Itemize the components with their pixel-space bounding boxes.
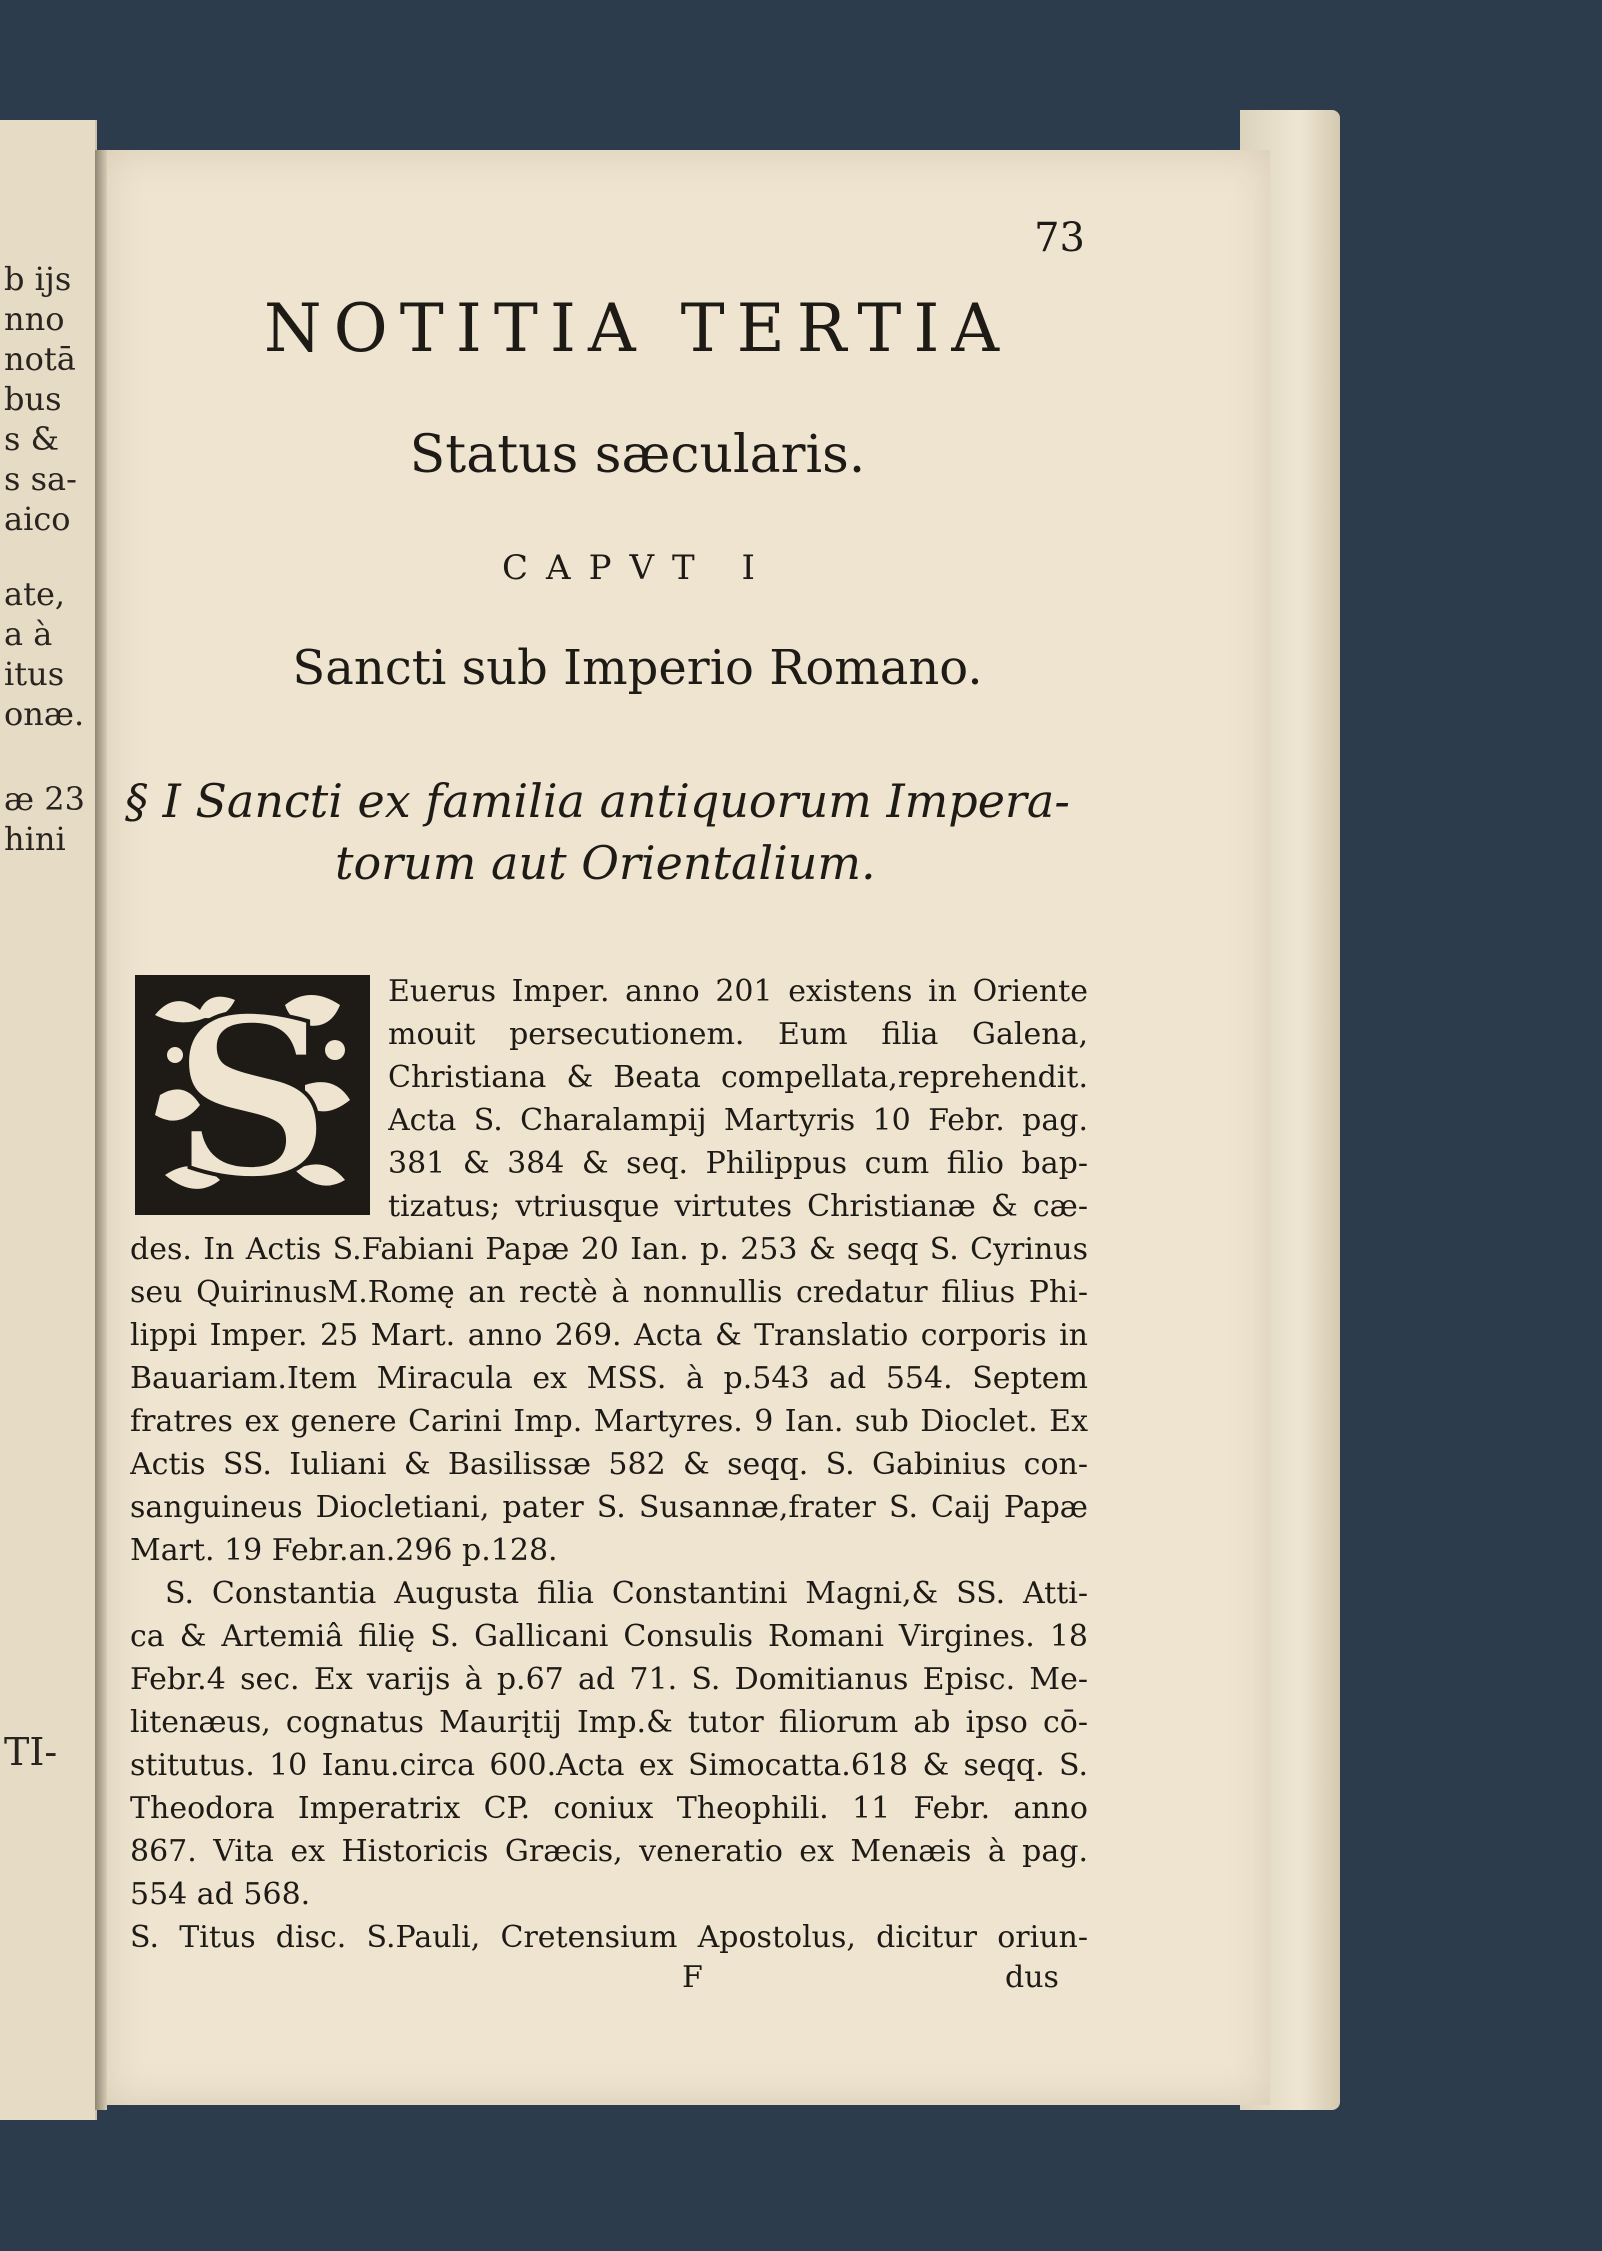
page-number: 73 bbox=[1034, 215, 1085, 261]
catchword: dus bbox=[1005, 1960, 1059, 1995]
body-line: des. In Actis S.Fabiani Papæ 20 Ian. p. 253 & seqq S. Cyrinus bbox=[130, 1232, 1088, 1267]
prev-page-fragment: ate, bbox=[4, 575, 66, 613]
prev-page-fragment: nno bbox=[4, 300, 65, 338]
body-line: Euerus Imper. anno 201 existens in Oriente bbox=[388, 974, 1088, 1009]
prev-page-fragment: onæ. bbox=[4, 695, 85, 733]
prev-page-fragment: hini bbox=[4, 820, 66, 858]
body-line: 381 & 384 & seq. Philippus cum filio bap- bbox=[388, 1146, 1088, 1181]
body-line: Theodora Imperatrix CP. coniux Theophili. 11 Febr. anno bbox=[130, 1791, 1088, 1826]
body-line: Mart. 19 Febr.an.296 p.128. bbox=[130, 1533, 558, 1568]
body-line: Actis SS. Iuliani & Basilissæ 582 & seqq. S. Gabinius con- bbox=[130, 1447, 1088, 1482]
chapter-heading: Sancti sub Imperio Romano. bbox=[292, 640, 983, 696]
prev-page-fragment: bus bbox=[4, 380, 62, 418]
drop-cap-letter: S bbox=[172, 975, 332, 1215]
prev-page-fragment: b ijs bbox=[4, 260, 72, 298]
prev-page-fragment: aico bbox=[4, 500, 71, 538]
body-line: fratres ex genere Carini Imp. Martyres. 9 Ian. sub Dioclet. Ex bbox=[130, 1404, 1088, 1439]
body-line: S. Titus disc. S.Pauli, Cretensium Apostolus, dicitur oriun- bbox=[130, 1920, 1088, 1955]
signature-mark: F bbox=[682, 1960, 703, 1995]
page-title: NOTITIA TERTIA bbox=[263, 290, 1012, 367]
body-line: 867. Vita ex Historicis Græcis, veneratio ex Menæis à pag. bbox=[130, 1834, 1088, 1869]
body-line: mouit persecutionem. Eum filia Galena, bbox=[388, 1017, 1088, 1052]
section-heading-line: § I Sancti ex familia antiquorum Impera- bbox=[125, 774, 1070, 828]
page-subtitle: Status sæcularis. bbox=[409, 425, 866, 485]
section-heading bbox=[125, 770, 1125, 894]
prev-page-fragment: TI- bbox=[4, 1730, 58, 1774]
body-line: S. Constantia Augusta filia Constantini Magni,& SS. Atti- bbox=[165, 1576, 1088, 1611]
prev-page-fragment: notā bbox=[4, 340, 76, 378]
body-line: seu QuirinusM.Romę an rectè à nonnullis credatur filius Phi- bbox=[130, 1275, 1088, 1310]
prev-page-fragment: s & bbox=[4, 420, 60, 458]
section-heading-line: torum aut Orientalium. bbox=[335, 836, 876, 890]
body-line: tizatus; vtriusque virtutes Christianæ & cæ- bbox=[388, 1189, 1088, 1224]
previous-page-edge bbox=[0, 120, 97, 2120]
prev-page-fragment: s sa- bbox=[4, 460, 77, 498]
body-line: Bauariam.Item Miracula ex MSS. à p.543 ad 554. Septem bbox=[130, 1361, 1088, 1396]
book-gutter bbox=[95, 150, 107, 2110]
body-line: Acta S. Charalampij Martyris 10 Febr. pag. bbox=[388, 1103, 1088, 1138]
body-line: 554 ad 568. bbox=[130, 1877, 311, 1912]
prev-page-fragment: a à bbox=[4, 615, 53, 653]
decorated-initial bbox=[135, 975, 370, 1215]
body-line: Christiana & Beata compellata,reprehendit. bbox=[388, 1060, 1088, 1095]
body-line: lippi Imper. 25 Mart. anno 269. Acta & Translatio corporis in bbox=[130, 1318, 1088, 1353]
body-line: Febr.4 sec. Ex varijs à p.67 ad 71. S. Domitianus Episc. Me- bbox=[130, 1662, 1088, 1697]
decorated-initial-ornament bbox=[135, 975, 370, 1215]
body-line: stitutus. 10 Ianu.circa 600.Acta ex Simocatta.618 & seqq. S. bbox=[130, 1748, 1088, 1783]
body-line: litenæus, cognatus Maurįtij Imp.& tutor filiorum ab ipso cō- bbox=[130, 1705, 1088, 1740]
chapter-label: CAPVT I bbox=[502, 548, 773, 588]
prev-page-fragment: æ 23 bbox=[4, 780, 85, 818]
body-line: sanguineus Diocletiani, pater S. Susannæ,frater S. Caij Papæ bbox=[130, 1490, 1088, 1525]
prev-page-fragment: itus bbox=[4, 655, 65, 693]
body-line: ca & Artemiâ filię S. Gallicani Consulis Romani Virgines. 18 bbox=[130, 1619, 1088, 1654]
